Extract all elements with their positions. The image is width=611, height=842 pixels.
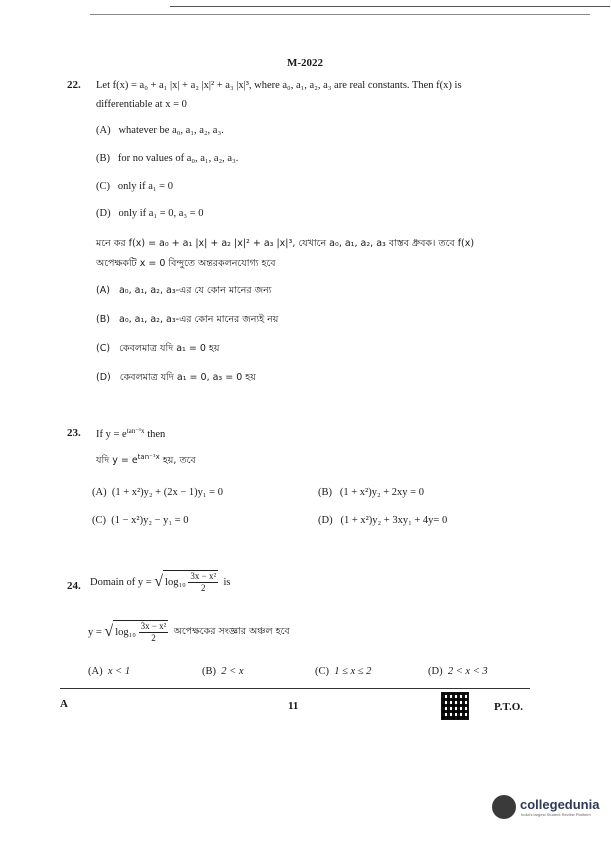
top-rule-2 <box>90 14 590 15</box>
footer-rule <box>60 688 530 689</box>
question-number-24: 24. <box>67 580 81 592</box>
pto-label: P.T.O. <box>494 701 524 713</box>
page-number: 11 <box>288 700 299 712</box>
q23-option: (C) (1 − x²)y₂ − y₁ = 0 <box>92 515 189 526</box>
collegedunia-logo-icon <box>492 795 516 819</box>
q24-stem-bn: y = √ log₁₀ $\frac{\text{3x − x²}}{2}$ অপেক্ষকের সংজ্ঞার অঞ্চল হবে <box>88 621 290 644</box>
q22-option-bn: (D) কেবলমাত্র যদি a₁ = 0, a₃ = 0 হয় <box>96 372 256 383</box>
q23-option: (D) (1 + x²)y₂ + 3xy₁ + 4y= 0 <box>318 515 448 526</box>
q22-option-en: (D) only if a₁ = 0, a₃ = 0 <box>96 208 204 219</box>
qr-code-icon <box>441 692 469 720</box>
q24-option: (B) 2 < x <box>202 666 244 677</box>
q23-stem-bn: যদি $y = e^{tan^{-1}x}$ হয়, তবে <box>96 453 196 466</box>
exam-code: M-2022 <box>287 57 324 69</box>
q23-stem-en: If $y = e^{tan^{-1}x}$ then <box>96 427 166 440</box>
q23-option: (A) (1 + x²)y₂ + (2x − 1)y₁ = 0 <box>92 487 223 498</box>
q22-stem-en-line1: Let f(x) = a₀ + a₁ |x| + a₂ |x|² + a₃ |x|³, where a₀, a₁, a₂, a₃ are real constants. Then f(x) is <box>96 80 462 91</box>
q22-stem-bn-line2: অপেক্ষকটি x = 0 বিন্দুতে অন্তরকলনযোগ্য হবে <box>96 258 276 269</box>
watermark-brand: collegedunia <box>520 797 600 812</box>
q22-option-bn: (C) কেবলমাত্র যদি a₁ = 0 হয় <box>96 343 220 354</box>
set-code: A <box>60 698 68 710</box>
q24-option: (D) 2 < x < 3 <box>428 666 488 677</box>
q22-option-bn: (B) a₀, a₁, a₂, a₃-এর কোন মানের জন্যই নয় <box>96 314 279 325</box>
q22-option-en: (C) only if a₁ = 0 <box>96 181 173 192</box>
q22-stem-bn-line1: মনে কর f(x) = a₀ + a₁ |x| + a₂ |x|² + a₃ |x|³, যেখানে a₀, a₁, a₂, a₃ বাস্তব ধ্রুবক। তবে f(x) <box>96 238 475 249</box>
q22-stem-en-line2: differentiable at x = 0 <box>96 99 187 110</box>
top-rule <box>170 6 610 7</box>
question-number-23: 23. <box>67 427 81 439</box>
q24-option: (C) 1 ≤ x ≤ 2 <box>315 666 372 677</box>
q24-option: (A) x < 1 <box>88 666 131 677</box>
q22-option-bn: (A) a₀, a₁, a₂, a₃-এর যে কোন মানের জন্য <box>96 285 272 296</box>
question-number-22: 22. <box>67 79 81 91</box>
q22-option-en: (B) for no values of a₀, a₁, a₂, a₃. <box>96 153 239 164</box>
q24-stem-en: Domain of y = √ log₁₀ $\frac{\text{3x − x²}}{2}$ is <box>90 571 231 594</box>
q23-option: (B) (1 + x²)y₂ + 2xy = 0 <box>318 487 424 498</box>
watermark-tagline: India's largest Student Review Platform <box>521 812 591 817</box>
q22-option-en: (A) whatever be a₀, a₁, a₂, a₃. <box>96 125 224 136</box>
